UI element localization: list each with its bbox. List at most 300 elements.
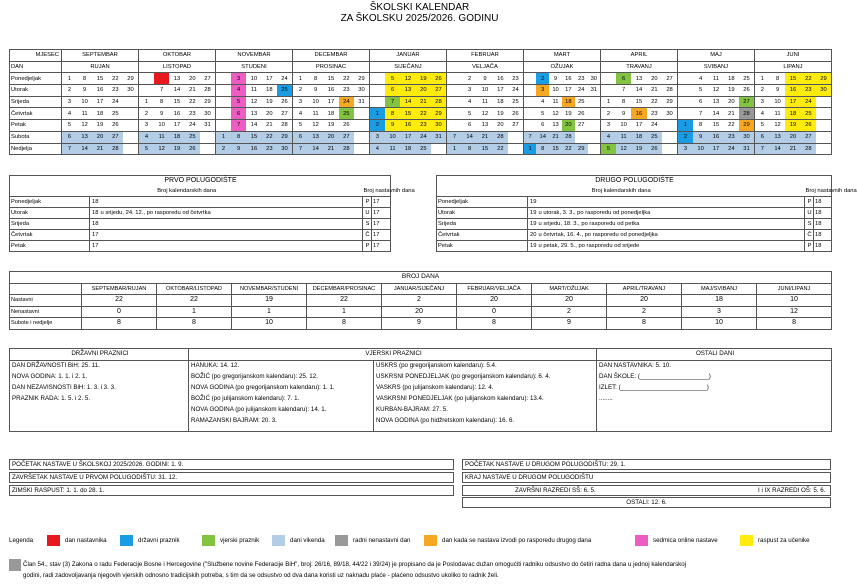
- broj-dana-value: 22: [82, 295, 157, 307]
- calendar-day-cell: 29: [662, 96, 677, 108]
- holiday-item: NOVA GODINA (po julijanskom kalendaru): 14. 1.: [191, 406, 327, 414]
- calendar-day-cell: 15: [549, 143, 562, 155]
- calendar-day-cell: 16: [562, 73, 575, 85]
- calendar-day-cell: 13: [400, 85, 415, 97]
- calendar-day-cell: 3: [536, 85, 549, 97]
- calendar-day-cell: 30: [200, 108, 215, 120]
- weekday-label: Četvrtak: [10, 108, 62, 120]
- calendar-day-cell: 21: [92, 143, 107, 155]
- nastavni-dani-count: 17: [372, 197, 391, 208]
- calendar-day-cell: 4: [536, 96, 549, 108]
- calendar-day-cell: 18: [92, 108, 107, 120]
- calendar-day-cell: [588, 143, 601, 155]
- semester-row: [10, 197, 391, 208]
- day-letter: P: [363, 197, 372, 208]
- broj-dana-value: 20: [607, 295, 682, 307]
- semester-day: Utorak: [10, 208, 90, 219]
- calendar-day-cell: 28: [493, 131, 508, 143]
- calendar-day-cell: 1: [292, 73, 307, 85]
- calendar-day-cell: 20: [724, 96, 739, 108]
- calendar-row: [10, 143, 832, 155]
- broj-dana-value: 18: [682, 295, 757, 307]
- calendar-day-cell: 4: [693, 73, 708, 85]
- calendar-day-cell: 2: [139, 108, 154, 120]
- calendar-day-cell: 4: [601, 131, 616, 143]
- drzavni-praznici-heading: DRŽAVNI PRAZNICI: [10, 349, 189, 361]
- holiday-item: VASKRS (po julijanskom kalendaru): 12. 4.: [376, 383, 494, 391]
- broj-dana-value: 20: [382, 306, 457, 318]
- broj-dana-label: Nenastavni: [10, 306, 82, 318]
- calendar-day-cell: 3: [678, 143, 693, 155]
- broj-dana-label: Subote i nedjelje: [10, 318, 82, 330]
- semester-note: u petak, 29. 5., po rasporedu od srijede: [538, 241, 805, 252]
- calendar-day-cell: 12: [477, 108, 492, 120]
- footnote-line-1: Član 54., stav (3) Zakona o radu Federacije Bosne i Hercegovine ("Službene novine Federacije BiH", broj: 26/16, 89/18, 44/22 i 39/24) je propisano da je Poslodavac dužan omogućiti radniku odsustvo do četiri radna dana u jednoj kalendarskoj: [23, 561, 687, 568]
- calendar-day-cell: 11: [770, 108, 785, 120]
- broj-dana-value: 1: [232, 306, 307, 318]
- calendar-day-cell: [523, 108, 536, 120]
- calendar-day-cell: 27: [200, 73, 215, 85]
- calendar-day-cell: 19: [724, 85, 739, 97]
- semester-row: [10, 208, 391, 219]
- calendar-day-cell: [139, 85, 154, 97]
- month-name-latin: STUDENI: [215, 61, 292, 73]
- calendar-row: [10, 85, 832, 97]
- footnote-marker: [9, 559, 21, 571]
- calendar-day-cell: 2: [215, 143, 230, 155]
- calendar-day-cell: 31: [354, 96, 369, 108]
- broj-dana-row: [10, 295, 832, 307]
- calendar-day-cell: 17: [708, 143, 723, 155]
- calendar-day-cell: 16: [631, 108, 646, 120]
- legend-label: sedmica online nastave: [653, 537, 718, 544]
- calendar-day-cell: 9: [477, 73, 492, 85]
- broj-dana-month: FEBRUAR/VELJAČA: [457, 283, 532, 295]
- calendar-day-cell: 25: [647, 131, 662, 143]
- calendar-day-cell: 18: [493, 96, 508, 108]
- calendar-day-cell: 13: [77, 131, 92, 143]
- calendar-day-cell: 31: [431, 131, 446, 143]
- calendar-day-cell: 15: [92, 73, 107, 85]
- calendar-day-cell: [523, 73, 536, 85]
- calendar-day-cell: 8: [385, 108, 400, 120]
- calendar-day-cell: 25: [575, 96, 588, 108]
- calendar-day-cell: [215, 85, 230, 97]
- calendar-day-cell: 24: [416, 131, 431, 143]
- semester-row: [437, 197, 832, 208]
- calendar-day-cell: 12: [400, 73, 415, 85]
- calendar-day-cell: 11: [477, 96, 492, 108]
- calendar-day-cell: 29: [123, 73, 138, 85]
- calendar-day-cell: 10: [477, 85, 492, 97]
- broj-dana-month: SEPTEMBAR/RUJAN: [82, 283, 157, 295]
- legend-label: državni praznik: [138, 537, 180, 544]
- calendar-day-cell: 21: [185, 85, 200, 97]
- day-letter: P: [805, 197, 814, 208]
- holiday-item: BOŽIĆ (po gregorijanskom kalendaru): 25. 12.: [191, 372, 318, 380]
- calendar-day-cell: 7: [231, 120, 246, 132]
- calendar-day-cell: [816, 143, 831, 155]
- legend-label: vjerski praznik: [220, 537, 260, 544]
- calendar-day-cell: [588, 131, 601, 143]
- month-name-latin: TRAVANJ: [601, 61, 678, 73]
- calendar-day-cell: 5: [754, 120, 769, 132]
- holiday-item: KURBAN-BAJRAM: 27. 5.: [376, 406, 448, 414]
- broj-dana-month: MAJ/SVIBANJ: [682, 283, 757, 295]
- ostali-dani-heading: OSTALI DANI: [597, 349, 832, 361]
- broj-dana-corner: [10, 283, 82, 295]
- holiday-item: ........: [599, 395, 613, 403]
- calendar-day-cell: 20: [262, 108, 277, 120]
- calendar-day-cell: 24: [724, 143, 739, 155]
- calendar-day-cell: 13: [246, 108, 261, 120]
- calendar-day-cell: 2: [369, 120, 384, 132]
- calendar-day-cell: [678, 85, 693, 97]
- calendar-day-cell: [446, 108, 461, 120]
- calendar-day-cell: 29: [816, 73, 831, 85]
- calendar-day-cell: 24: [339, 96, 354, 108]
- calendar-day-cell: 15: [477, 143, 492, 155]
- calendar-day-cell: 16: [708, 131, 723, 143]
- calendar-day-cell: [816, 108, 831, 120]
- calendar-day-cell: [123, 108, 138, 120]
- holiday-item: DAN ŠKOLE: (____________________): [599, 372, 711, 380]
- calendar-day-cell: 26: [575, 108, 588, 120]
- calendar-day-cell: 8: [308, 73, 323, 85]
- broj-dana-month: APRIL/TRAVANJ: [607, 283, 682, 295]
- calendar-day-cell: 22: [647, 96, 662, 108]
- calendar-day-cell: 4: [292, 108, 307, 120]
- month-name-latin: LIPANJ: [754, 61, 831, 73]
- calendar-day-cell: 6: [754, 131, 769, 143]
- calendar-day-cell: 17: [262, 73, 277, 85]
- praznici-table: [9, 348, 832, 432]
- calendar-day-cell: 8: [231, 131, 246, 143]
- semester-note: [100, 241, 363, 252]
- calendar-day-cell: 24: [185, 120, 200, 132]
- broj-dana-value: 9: [382, 318, 457, 330]
- calendar-day-cell: 3: [231, 73, 246, 85]
- calendar-day-cell: 20: [92, 131, 107, 143]
- calendar-day-cell: 1: [62, 73, 77, 85]
- calendar-day-cell: 13: [631, 73, 646, 85]
- broj-dana-value: 20: [457, 295, 532, 307]
- calendar-day-cell: 7: [693, 108, 708, 120]
- nastavni-dani-heading: Broj nastavnih dana: [805, 186, 832, 197]
- semester-row: [10, 219, 391, 230]
- zimski-raspust: ZIMSKI RASPUST: 1. 1. do 28. 1.: [9, 485, 454, 496]
- calendar-day-cell: 31: [739, 143, 754, 155]
- legend-swatch: [120, 535, 133, 546]
- calendar-day-cell: 18: [785, 108, 800, 120]
- calendar-day-cell: 5: [62, 120, 77, 132]
- calendar-day-cell: [446, 120, 461, 132]
- ostali-kraj: OSTALI: 12. 6.: [462, 497, 831, 508]
- calendar-day-cell: 28: [277, 120, 292, 132]
- broj-dana-value: 0: [457, 306, 532, 318]
- calendar-day-cell: 7: [523, 131, 536, 143]
- calendar-day-cell: 27: [739, 96, 754, 108]
- calendar-day-cell: 3: [601, 120, 616, 132]
- month-name: JUNI: [754, 50, 831, 62]
- semester-title: PRVO POLUGODIŠTE: [10, 176, 391, 187]
- calendar-day-cell: 29: [575, 143, 588, 155]
- holiday-item: NOVA GODINA (po hidžretskom kalendaru): 16. 6.: [376, 417, 515, 425]
- calendar-day-cell: 7: [616, 85, 631, 97]
- calendar-day-cell: 23: [108, 85, 123, 97]
- calendar-day-cell: 23: [575, 73, 588, 85]
- broj-dana-value: 10: [682, 318, 757, 330]
- calendar-day-cell: 2: [536, 73, 549, 85]
- calendar-day-cell: [446, 96, 461, 108]
- calendar-day-cell: 14: [536, 131, 549, 143]
- calendar-day-cell: [508, 143, 523, 155]
- holiday-item: DAN NASTAVNIKA: 5. 10.: [599, 361, 671, 369]
- calendar-row: [10, 131, 832, 143]
- calendar-day-cell: 23: [647, 108, 662, 120]
- calendar-day-cell: [678, 108, 693, 120]
- nastavni-dani-heading: Broj nastavnih dana: [363, 186, 391, 197]
- calendar-day-cell: 29: [354, 73, 369, 85]
- holiday-item: BOŽIĆ (po julijanskom kalendaru): 7. 1.: [191, 395, 300, 403]
- calendar-day-cell: 26: [431, 73, 446, 85]
- calendar-day-cell: 17: [562, 85, 575, 97]
- weekday-label: Ponedjeljak: [10, 73, 62, 85]
- calendar-day-cell: 5: [601, 143, 616, 155]
- calendar-day-cell: 27: [662, 73, 677, 85]
- semester-day: Ponedjeljak: [437, 197, 528, 208]
- semester-note: u utorak, 3. 3., po rasporedu od ponedjeljka: [538, 208, 805, 219]
- calendar-day-cell: 12: [770, 120, 785, 132]
- calendar-day-cell: 8: [616, 96, 631, 108]
- day-letter: U: [363, 208, 372, 219]
- calendar-day-cell: 10: [549, 85, 562, 97]
- calendar-day-cell: 11: [154, 131, 169, 143]
- calendar-day-cell: 8: [77, 73, 92, 85]
- calendar-day-cell: 23: [724, 131, 739, 143]
- calendar-day-cell: 25: [277, 85, 292, 97]
- vjerski-praznici-heading: VJERSKI PRAZNICI: [189, 349, 597, 361]
- calendar-day-cell: 29: [277, 131, 292, 143]
- calendar-day-cell: 26: [277, 96, 292, 108]
- vjerski-praznici-list-left: [189, 360, 374, 431]
- calendar-day-cell: 3: [139, 120, 154, 132]
- calendar-day-cell: 6: [292, 131, 307, 143]
- calendar-day-cell: 14: [462, 131, 477, 143]
- calendar-day-cell: 12: [308, 120, 323, 132]
- calendar-day-cell: 19: [323, 120, 338, 132]
- calendar-day-cell: 18: [562, 96, 575, 108]
- calendar-day-cell: 18: [262, 85, 277, 97]
- calendar-day-cell: 30: [662, 108, 677, 120]
- broj-dana-month: MART/OŽUJAK: [532, 283, 607, 295]
- calendar-day-cell: [588, 96, 601, 108]
- calendar-day-cell: [662, 120, 677, 132]
- calendar-day-cell: [354, 108, 369, 120]
- calendar-day-cell: 11: [385, 143, 400, 155]
- broj-dana-value: 20: [532, 295, 607, 307]
- calendar-day-cell: 27: [508, 120, 523, 132]
- month-name: NOVEMBAR: [215, 50, 292, 62]
- legend-swatch: [424, 535, 437, 546]
- month-name: OKTOBAR: [139, 50, 216, 62]
- calendar-day-cell: 14: [169, 85, 184, 97]
- calendar-day-cell: 9: [616, 108, 631, 120]
- semester-day: Petak: [437, 241, 528, 252]
- calendar-day-cell: 16: [92, 85, 107, 97]
- calendar-day-cell: 5: [139, 143, 154, 155]
- calendar-day-cell: 1: [446, 143, 461, 155]
- calendar-day-cell: 19: [169, 143, 184, 155]
- month-name-latin: VELJAČA: [446, 61, 523, 73]
- calendar-day-cell: 28: [431, 96, 446, 108]
- kalendarski-dani-count: 17: [90, 230, 100, 241]
- prvo-polugodiste-table: [9, 175, 415, 252]
- calendar-day-cell: 24: [801, 96, 816, 108]
- calendar-day-cell: 20: [562, 120, 575, 132]
- calendar-day-cell: [678, 96, 693, 108]
- semester-day: Srijeda: [10, 219, 90, 230]
- calendar-day-cell: 11: [708, 73, 723, 85]
- calendar-day-cell: 26: [508, 108, 523, 120]
- calendar-day-cell: 14: [246, 120, 261, 132]
- kraj-nastave-drugo: KRAJ NASTAVE U DRUGOM POLUGODIŠTU: [462, 472, 831, 483]
- calendar-day-cell: 19: [785, 120, 800, 132]
- calendar-day-cell: 20: [416, 85, 431, 97]
- nastavni-dani-count: 18: [814, 241, 832, 252]
- calendar-day-cell: [123, 96, 138, 108]
- calendar-day-cell: [588, 120, 601, 132]
- calendar-day-cell: 7: [754, 143, 769, 155]
- calendar-day-cell: 21: [724, 108, 739, 120]
- calendar-day-cell: 1: [754, 73, 769, 85]
- calendar-day-cell: [354, 131, 369, 143]
- calendar-day-cell: 6: [616, 73, 631, 85]
- calendar-day-cell: 8: [462, 143, 477, 155]
- calendar-day-cell: [215, 73, 230, 85]
- calendar-day-cell: 6: [231, 108, 246, 120]
- calendar-day-cell: [139, 73, 154, 85]
- calendar-day-cell: 17: [785, 96, 800, 108]
- calendar-day-cell: 22: [724, 120, 739, 132]
- calendar-day-cell: 28: [108, 143, 123, 155]
- calendar-day-cell: 11: [77, 108, 92, 120]
- weekday-label: Utorak: [10, 85, 62, 97]
- calendar-day-cell: 9: [549, 73, 562, 85]
- calendar-day-cell: 16: [400, 120, 415, 132]
- calendar-day-cell: 10: [246, 73, 261, 85]
- broj-dana-value: 22: [157, 295, 232, 307]
- calendar-day-cell: 4: [462, 96, 477, 108]
- calendar-day-cell: 3: [369, 131, 384, 143]
- semester-day: Petak: [10, 241, 90, 252]
- semester-day: Srijeda: [437, 219, 528, 230]
- calendar-day-cell: 28: [562, 131, 575, 143]
- calendar-day-cell: [354, 143, 369, 155]
- calendar-day-cell: 5: [385, 73, 400, 85]
- calendar-day-cell: 10: [770, 96, 785, 108]
- calendar-table: [9, 49, 832, 155]
- calendar-day-cell: 13: [708, 96, 723, 108]
- calendar-day-cell: 3: [754, 96, 769, 108]
- calendar-day-cell: 1: [678, 120, 693, 132]
- calendar-day-cell: 19: [562, 108, 575, 120]
- calendar-day-cell: 16: [493, 73, 508, 85]
- legend-label: radni nenastavni dan: [353, 537, 411, 544]
- calendar-day-cell: [816, 131, 831, 143]
- calendar-day-cell: 6: [462, 120, 477, 132]
- calendar-day-cell: 24: [508, 85, 523, 97]
- calendar-day-cell: 2: [754, 85, 769, 97]
- calendar-day-cell: 4: [754, 108, 769, 120]
- calendar-day-cell: 19: [493, 108, 508, 120]
- calendar-day-cell: 8: [536, 143, 549, 155]
- calendar-day-cell: 3: [62, 96, 77, 108]
- calendar-row: [10, 96, 832, 108]
- calendar-day-cell: 14: [77, 143, 92, 155]
- zavrsetak-nastave-prvo: ZAVRŠETAK NASTAVE U PRVOM POLUGODIŠTU: 31. 12.: [9, 472, 454, 483]
- calendar-day-cell: 22: [493, 143, 508, 155]
- calendar-day-cell: 30: [277, 143, 292, 155]
- day-letter: S: [363, 219, 372, 230]
- calendar-day-cell: 15: [785, 73, 800, 85]
- calendar-day-cell: 31: [200, 120, 215, 132]
- calendar-day-cell: 12: [708, 85, 723, 97]
- day-letter: Č: [805, 230, 814, 241]
- calendar-day-cell: 14: [770, 143, 785, 155]
- month-name: APRIL: [601, 50, 678, 62]
- day-letter: P: [805, 241, 814, 252]
- broj-dana-value: 3: [682, 306, 757, 318]
- semester-day: Četvrtak: [437, 230, 528, 241]
- kalendarski-dani-count: 18: [90, 197, 100, 208]
- calendar-day-cell: 30: [123, 85, 138, 97]
- semester-row: [437, 230, 832, 241]
- semester-note: [100, 230, 363, 241]
- calendar-day-cell: [369, 96, 384, 108]
- calendar-day-cell: 27: [108, 131, 123, 143]
- calendar-day-cell: 6: [693, 96, 708, 108]
- calendar-day-cell: 2: [292, 85, 307, 97]
- calendar-day-cell: [446, 73, 461, 85]
- calendar-day-cell: 5: [462, 108, 477, 120]
- calendar-day-cell: 5: [231, 96, 246, 108]
- month-name-latin: SVIBANJ: [678, 61, 755, 73]
- broj-dana-value: 8: [157, 318, 232, 330]
- day-letter: U: [805, 208, 814, 219]
- day-letter: P: [363, 241, 372, 252]
- legend-title: Legenda: [9, 537, 34, 544]
- calendar-day-cell: 13: [549, 120, 562, 132]
- calendar-day-cell: 13: [770, 131, 785, 143]
- calendar-day-cell: [431, 143, 446, 155]
- calendar-day-cell: 22: [108, 73, 123, 85]
- calendar-day-cell: 22: [801, 73, 816, 85]
- calendar-day-cell: 10: [385, 131, 400, 143]
- calendar-day-cell: [662, 143, 677, 155]
- broj-dana-value: 9: [532, 318, 607, 330]
- calendar-day-cell: 4: [231, 85, 246, 97]
- calendar-day-cell: 27: [277, 108, 292, 120]
- broj-dana-label: Nastavni: [10, 295, 82, 307]
- calendar-day-cell: 6: [385, 85, 400, 97]
- calendar-day-cell: 29: [739, 120, 754, 132]
- broj-dana-row: [10, 318, 832, 330]
- calendar-day-cell: 18: [323, 108, 338, 120]
- broj-dana-month: JANUAR/SIJEČANJ: [382, 283, 457, 295]
- calendar-day-cell: 21: [785, 143, 800, 155]
- calendar-day-cell: 25: [416, 143, 431, 155]
